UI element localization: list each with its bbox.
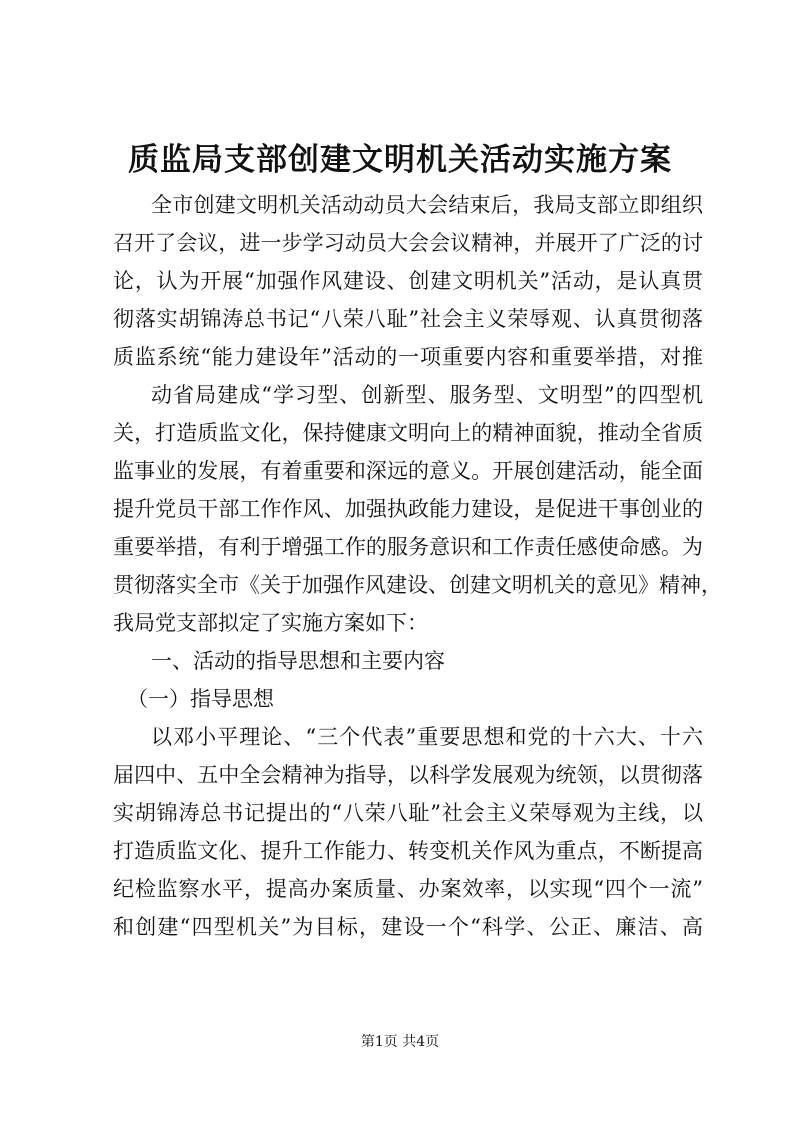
body-line: 召开了会议，进一步学习动员大会会议精神，并展开了广泛的讨 bbox=[113, 231, 703, 255]
body-line: 打造质监文化、提升工作能力、转变机关作风为重点，不断提高 bbox=[113, 839, 703, 863]
body-line: 动省局建成“学习型、创新型、服务型、文明型”的四型机 bbox=[151, 383, 703, 407]
body-line: 以邓小平理论、“三个代表”重要思想和党的十六大、十六 bbox=[151, 725, 703, 749]
body-line: 监事业的发展，有着重要和深远的意义。开展创建活动，能全面 bbox=[113, 459, 703, 483]
body-line: 提升党员干部工作作风、加强执政能力建设，是促进干事创业的 bbox=[113, 497, 703, 521]
body-line: 全市创建文明机关活动动员大会结束后，我局支部立即组织 bbox=[151, 193, 703, 217]
body-line: 一、活动的指导思想和主要内容 bbox=[151, 649, 445, 673]
body-line: 重要举措，有利于增强工作的服务意识和工作责任感使命感。为 bbox=[113, 535, 703, 559]
document-title: 质监局支部创建文明机关活动实施方案 bbox=[128, 142, 672, 178]
body-line: 和创建“四型机关”为目标，建设一个“科学、公正、廉洁、高 bbox=[113, 915, 703, 939]
body-line: （一）指导思想 bbox=[127, 687, 274, 711]
body-line: 质监系统“能力建设年”活动的一项重要内容和重要举措，对推 bbox=[113, 345, 703, 369]
body-line: 关，打造质监文化，保持健康文明向上的精神面貌，推动全省质 bbox=[113, 421, 703, 445]
body-line: 实胡锦涛总书记提出的“八荣八耻”社会主义荣辱观为主线，以 bbox=[113, 801, 703, 825]
body-line: 纪检监察水平，提高办案质量、办案效率，以实现“四个一流” bbox=[113, 877, 703, 901]
body-line: 届四中、五中全会精神为指导，以科学发展观为统领，以贯彻落 bbox=[113, 763, 703, 787]
body-line: 彻落实胡锦涛总书记“八荣八耻”社会主义荣辱观、认真贯彻落 bbox=[113, 307, 703, 331]
body-line: 贯彻落实全市《关于加强作风建设、创建文明机关的意见》精神， bbox=[113, 573, 722, 597]
body-line: 论，认为开展“加强作风建设、创建文明机关”活动，是认真贯 bbox=[113, 269, 703, 293]
document-body bbox=[113, 186, 722, 946]
page-footer: 第1页 共4页 bbox=[360, 1034, 440, 1050]
body-line: 我局党支部拟定了实施方案如下： bbox=[113, 611, 428, 635]
